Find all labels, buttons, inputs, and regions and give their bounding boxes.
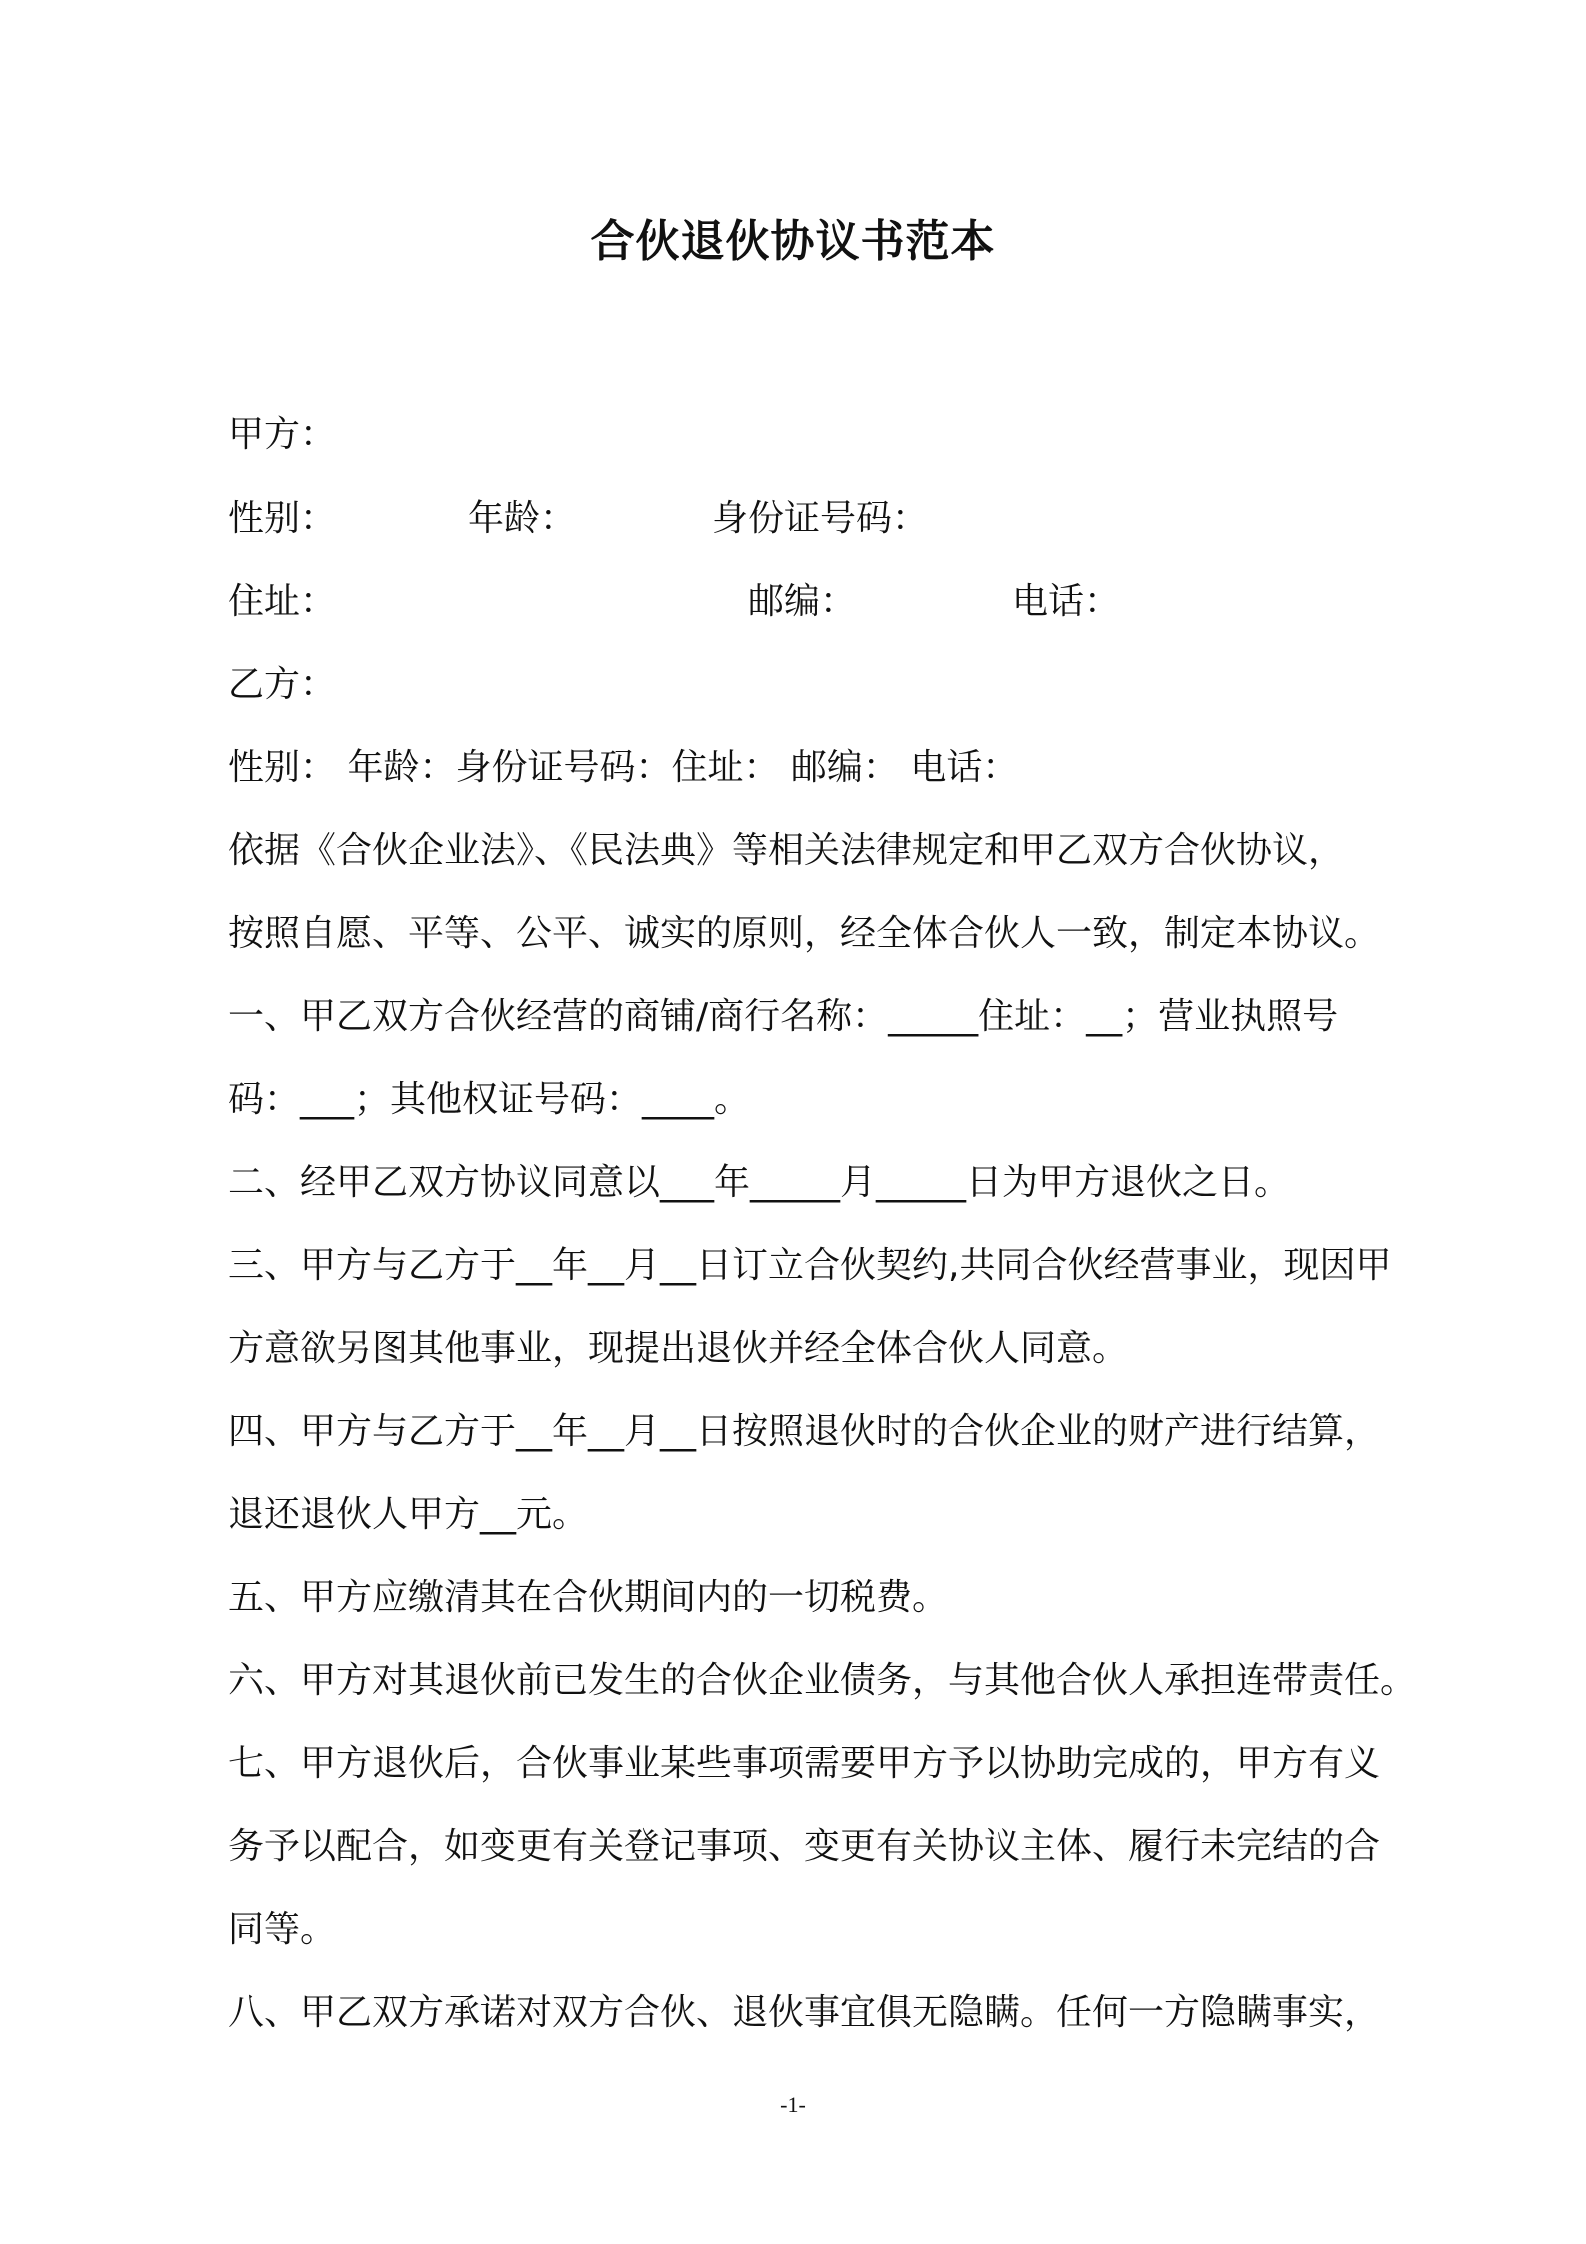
clause-8-line: 八、甲乙双方承诺对双方合伙、退伙事宜俱无隐瞒。任何一方隐瞒事实， [228, 1992, 1381, 2033]
clause-1-line: 一、甲乙双方合伙经营的商铺/商行名称：_____住址：__；营业执照号 [228, 996, 1339, 1037]
party-b-label: 乙方： [228, 664, 337, 705]
clause-3-line: 方意欲另图其他事业，现提出退伙并经全体合伙人同意。 [228, 1328, 1129, 1369]
party-a-age-label: 年龄： [468, 498, 577, 539]
clause-4-line: 四、甲方与乙方于__年__月__日按照退伙时的合伙企业的财产进行结算， [228, 1411, 1381, 1452]
party-a-id-number-label: 身份证号码： [712, 498, 929, 539]
document-title: 合伙退伙协议书范本 [590, 216, 996, 267]
party-a-label: 甲方： [228, 414, 337, 455]
clause-1-line: 码：___；其他权证号码：____。 [228, 1079, 751, 1120]
clause-4-line: 退还退伙人甲方__元。 [228, 1494, 589, 1535]
clause-7-line: 务予以配合，如变更有关登记事项、变更有关协议主体、履行未完结的合 [228, 1826, 1381, 1867]
clause-2-line: 二、经甲乙双方协议同意以___年_____月_____日为甲方退伙之日。 [228, 1162, 1291, 1203]
party-b-details: 性别： 年龄：身份证号码：住址： 邮编： 电话： [228, 747, 1019, 788]
party-a-gender-label: 性别： [228, 498, 337, 539]
paragraph-line: 依据《合伙企业法》、《民法典》等相关法律规定和甲乙双方合伙协议， [228, 830, 1345, 871]
party-a-phone-label: 电话： [1012, 581, 1121, 622]
clause-3-line: 三、甲方与乙方于__年__月__日订立合伙契约,共同合伙经营事业，现因甲 [228, 1245, 1392, 1286]
page-number: -1- [780, 2092, 806, 2117]
clause-5-line: 五、甲方应缴清其在合伙期间内的一切税费。 [228, 1577, 949, 1618]
party-a-address-label: 住址： [228, 581, 337, 622]
clause-7-line: 七、甲方退伙后，合伙事业某些事项需要甲方予以协助完成的，甲方有义 [228, 1743, 1381, 1784]
party-a-postcode-label: 邮编： [748, 581, 857, 622]
clause-7-line: 同等。 [228, 1909, 337, 1950]
paragraph-line: 按照自愿、平等、公平、诚实的原则，经全体合伙人一致，制定本协议。 [228, 913, 1381, 954]
clause-6-line: 六、甲方对其退伙前已发生的合伙企业债务，与其他合伙人承担连带责任。 [228, 1660, 1417, 1701]
